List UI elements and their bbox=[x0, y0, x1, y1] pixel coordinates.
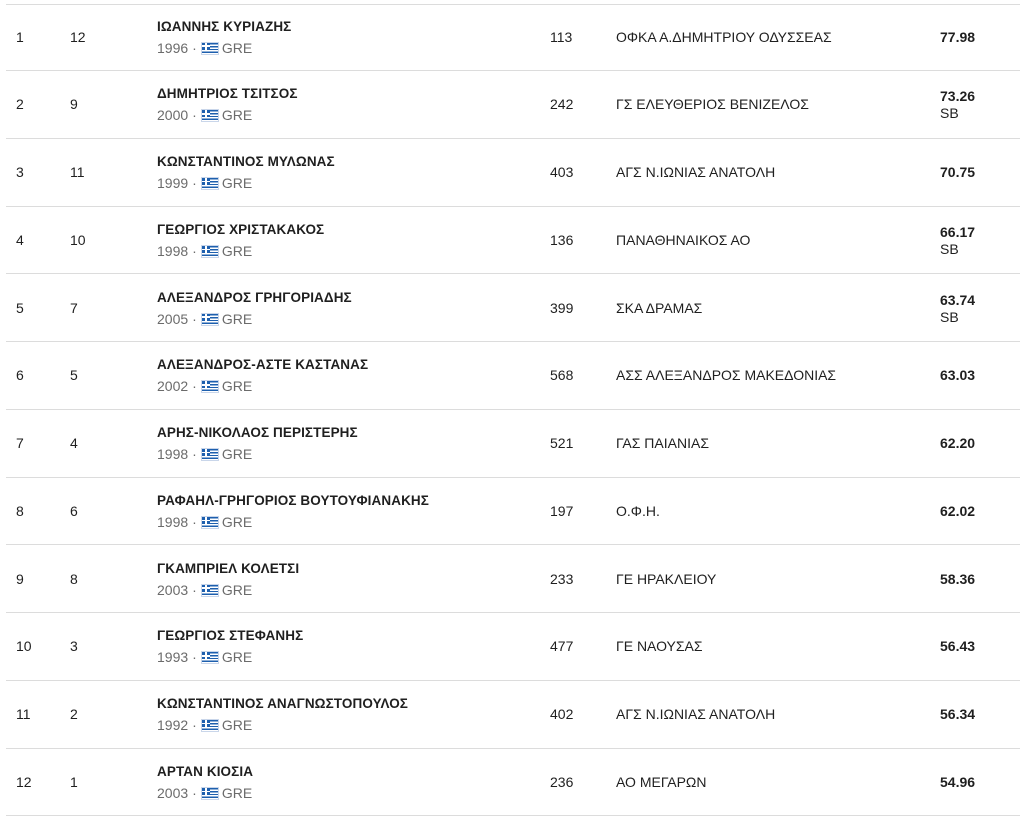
club-cell: ΑΟ ΜΕΓΑΡΩΝ bbox=[616, 773, 707, 790]
athlete-meta bbox=[157, 582, 252, 599]
country-code: GRE bbox=[221, 784, 253, 801]
lane-cell: 9 bbox=[70, 96, 78, 113]
club-cell: ΓΣ ΕΛΕΥΘΕΡΙΟΣ ΒΕΝΙΖΕΛΟΣ bbox=[616, 96, 809, 113]
result-cell bbox=[940, 614, 975, 680]
result-row[interactable] bbox=[6, 546, 1020, 613]
athlete-meta bbox=[157, 785, 252, 802]
country-code: GRE bbox=[221, 717, 253, 733]
greece-flag-icon bbox=[201, 245, 219, 258]
bib-cell: 113 bbox=[550, 28, 573, 45]
athlete-cell[interactable] bbox=[157, 4, 291, 70]
country-code: GRE bbox=[221, 175, 253, 191]
country-code: GRE bbox=[221, 39, 253, 56]
birth-year: 1998 bbox=[157, 242, 189, 259]
rank-cell: 4 bbox=[16, 231, 24, 248]
club-cell: ΑΣΣ ΑΛΕΞΑΝΔΡΟΣ ΜΑΚΕΔΟΝΙΑΣ bbox=[616, 367, 837, 384]
result-mark: 62.20 bbox=[940, 435, 976, 451]
greece-flag-icon bbox=[201, 42, 219, 55]
result-row[interactable] bbox=[6, 682, 1020, 749]
lane-cell: 3 bbox=[70, 638, 78, 655]
athlete-name[interactable]: ΑΡΗΣ-ΝΙΚΟΛΑΟΣ ΠΕΡΙΣΤΕΡΗΣ bbox=[157, 425, 358, 440]
bib-cell: 136 bbox=[550, 231, 574, 248]
birth-year: 2000 bbox=[157, 107, 189, 124]
athlete-cell[interactable] bbox=[157, 546, 299, 612]
country-code: GRE bbox=[221, 513, 253, 530]
result-mark: 63.74 bbox=[940, 291, 976, 308]
bib-cell: 399 bbox=[550, 299, 574, 316]
result-cell bbox=[940, 546, 975, 612]
result-row[interactable] bbox=[6, 140, 1020, 207]
athlete-name[interactable]: ΓΕΩΡΓΙΟΣ ΣΤΕΦΑΝΗΣ bbox=[157, 628, 304, 644]
result-cell bbox=[940, 478, 975, 544]
result-note: SB bbox=[940, 105, 959, 122]
rank-cell: 8 bbox=[16, 502, 24, 519]
result-cell bbox=[940, 207, 975, 273]
result-mark: 70.75 bbox=[940, 164, 976, 180]
result-cell bbox=[940, 4, 975, 70]
greece-flag-icon bbox=[201, 380, 219, 393]
greece-flag-icon bbox=[201, 109, 219, 122]
rank-cell: 11 bbox=[16, 706, 31, 722]
result-mark: 63.03 bbox=[940, 367, 976, 384]
meta-separator: · bbox=[192, 581, 197, 598]
bib-cell: 402 bbox=[550, 706, 574, 722]
athlete-meta bbox=[157, 175, 252, 192]
country-code: GRE bbox=[221, 107, 253, 124]
meta-separator: · bbox=[192, 378, 197, 395]
greece-flag-icon bbox=[201, 313, 219, 326]
meta-separator: · bbox=[192, 513, 197, 530]
meta-separator: · bbox=[192, 39, 197, 56]
result-mark: 73.26 bbox=[940, 88, 976, 105]
athlete-meta bbox=[157, 446, 252, 463]
bib-cell: 197 bbox=[550, 502, 574, 519]
meta-separator: · bbox=[192, 310, 197, 327]
athlete-cell[interactable] bbox=[157, 478, 429, 544]
lane-cell: 5 bbox=[70, 367, 78, 384]
club-cell: ΑΓΣ Ν.ΙΩΝΙΑΣ ΑΝΑΤΟΛΗ bbox=[616, 706, 776, 722]
result-row[interactable] bbox=[6, 275, 1020, 342]
bib-cell: 568 bbox=[550, 367, 574, 384]
birth-year: 1999 bbox=[157, 175, 189, 191]
result-mark: 62.02 bbox=[940, 502, 976, 519]
club-cell: ΟΦΚΑ Α.ΔΗΜΗΤΡΙΟΥ ΟΔΥΣΣΕΑΣ bbox=[616, 28, 832, 45]
rank-cell: 12 bbox=[16, 773, 32, 790]
birth-year: 2003 bbox=[157, 784, 189, 801]
athlete-name[interactable]: ΑΛΕΞΑΝΔΡΟΣ-ΑΣΤΕ ΚΑΣΤΑΝΑΣ bbox=[157, 357, 369, 373]
rank-cell: 3 bbox=[16, 164, 24, 180]
athlete-name[interactable]: ΑΡΤΑΝ ΚΙΟΣΙΑ bbox=[157, 763, 254, 779]
athlete-cell[interactable] bbox=[157, 411, 358, 477]
result-cell bbox=[940, 682, 975, 748]
bib-cell: 403 bbox=[550, 164, 574, 180]
rank-cell: 9 bbox=[16, 570, 24, 587]
result-cell bbox=[940, 140, 975, 206]
lane-cell: 7 bbox=[70, 299, 78, 316]
club-cell: ΓΕ ΝΑΟΥΣΑΣ bbox=[616, 638, 703, 655]
athlete-meta bbox=[157, 649, 252, 666]
result-row[interactable] bbox=[6, 478, 1020, 545]
athlete-cell[interactable] bbox=[157, 72, 298, 138]
meta-separator: · bbox=[192, 446, 197, 462]
result-mark: 66.17 bbox=[940, 223, 976, 240]
athlete-meta bbox=[157, 107, 252, 124]
athlete-name[interactable]: ΓΕΩΡΓΙΟΣ ΧΡΙΣΤΑΚΑΚΟΣ bbox=[157, 221, 325, 237]
result-row[interactable] bbox=[6, 72, 1020, 139]
result-cell bbox=[940, 275, 975, 341]
greece-flag-icon bbox=[201, 177, 219, 190]
result-row[interactable] bbox=[6, 207, 1020, 274]
athlete-name[interactable]: ΚΩΝΣΤΑΝΤΙΝΟΣ ΜΥΛΩΝΑΣ bbox=[157, 154, 335, 169]
lane-cell: 11 bbox=[70, 164, 85, 180]
athlete-meta bbox=[157, 717, 252, 734]
meta-separator: · bbox=[192, 717, 197, 733]
bib-cell: 242 bbox=[550, 96, 574, 113]
athlete-name[interactable]: ΙΩΑΝΝΗΣ ΚΥΡΙΑΖΗΣ bbox=[157, 18, 292, 34]
athlete-name[interactable]: ΚΩΝΣΤΑΝΤΙΝΟΣ ΑΝΑΓΝΩΣΤΟΠΟΥΛΟΣ bbox=[157, 696, 409, 711]
birth-year: 2005 bbox=[157, 310, 189, 327]
club-cell: ΣΚΑ ΔΡΑΜΑΣ bbox=[616, 299, 703, 316]
bib-cell: 521 bbox=[550, 435, 574, 451]
country-code: GRE bbox=[221, 649, 253, 666]
bib-cell: 477 bbox=[550, 638, 574, 655]
rank-cell: 10 bbox=[16, 638, 32, 655]
result-mark: 56.34 bbox=[940, 706, 976, 722]
greece-flag-icon bbox=[201, 584, 219, 597]
birth-year: 2002 bbox=[157, 378, 189, 395]
lane-cell: 2 bbox=[70, 706, 78, 722]
birth-year: 1998 bbox=[157, 513, 189, 530]
birth-year: 1998 bbox=[157, 446, 189, 462]
result-cell bbox=[940, 749, 975, 815]
rank-cell: 2 bbox=[16, 96, 24, 113]
lane-cell: 1 bbox=[70, 773, 78, 790]
lane-cell: 12 bbox=[70, 28, 86, 45]
greece-flag-icon bbox=[201, 448, 219, 461]
athlete-meta bbox=[157, 243, 252, 260]
athlete-name[interactable]: ΑΛΕΞΑΝΔΡΟΣ ΓΡΗΓΟΡΙΑΔΗΣ bbox=[157, 289, 352, 305]
lane-cell: 4 bbox=[70, 435, 78, 451]
greece-flag-icon bbox=[201, 719, 219, 732]
result-cell bbox=[940, 411, 975, 477]
result-row[interactable] bbox=[6, 343, 1020, 410]
lane-cell: 6 bbox=[70, 502, 78, 519]
country-code: GRE bbox=[221, 446, 253, 462]
result-row[interactable] bbox=[6, 4, 1020, 71]
rank-cell: 7 bbox=[16, 435, 24, 451]
athlete-meta bbox=[157, 311, 252, 328]
result-row[interactable] bbox=[6, 411, 1020, 478]
meta-separator: · bbox=[192, 242, 197, 259]
result-row[interactable] bbox=[6, 749, 1020, 816]
rank-cell: 1 bbox=[16, 28, 24, 45]
lane-cell: 10 bbox=[70, 231, 86, 248]
athlete-cell[interactable] bbox=[157, 682, 408, 748]
birth-year: 2003 bbox=[157, 581, 189, 598]
birth-year: 1996 bbox=[157, 39, 189, 56]
athlete-cell[interactable] bbox=[157, 140, 335, 206]
country-code: GRE bbox=[221, 310, 253, 327]
birth-year: 1992 bbox=[157, 717, 189, 733]
club-cell: ΓΑΣ ΠΑΙΑΝΙΑΣ bbox=[616, 435, 709, 451]
lane-cell: 8 bbox=[70, 570, 78, 587]
athlete-name[interactable]: ΓΚΑΜΠΡΙΕΛ ΚΟΛΕΤΣΙ bbox=[157, 560, 300, 576]
country-code: GRE bbox=[221, 242, 253, 259]
result-mark: 58.36 bbox=[940, 570, 976, 587]
result-note: SB bbox=[940, 240, 959, 257]
athlete-cell[interactable] bbox=[157, 275, 352, 341]
meta-separator: · bbox=[192, 649, 197, 666]
greece-flag-icon bbox=[201, 651, 219, 664]
result-mark: 77.98 bbox=[940, 28, 976, 45]
greece-flag-icon bbox=[201, 787, 219, 800]
result-row[interactable] bbox=[6, 614, 1020, 681]
rank-cell: 5 bbox=[16, 299, 24, 316]
result-note: SB bbox=[940, 308, 959, 325]
athlete-cell[interactable] bbox=[157, 207, 324, 273]
meta-separator: · bbox=[192, 107, 197, 124]
athlete-cell[interactable] bbox=[157, 343, 368, 409]
athlete-meta bbox=[157, 40, 252, 57]
athlete-cell[interactable] bbox=[157, 614, 303, 680]
result-cell bbox=[940, 343, 975, 409]
greece-flag-icon bbox=[201, 516, 219, 529]
bib-cell: 236 bbox=[550, 773, 574, 790]
rank-cell: 6 bbox=[16, 367, 24, 384]
athlete-name[interactable]: ΡΑΦΑΗΛ-ΓΡΗΓΟΡΙΟΣ ΒΟΥΤΟΥΦΙΑΝΑΚΗΣ bbox=[157, 492, 429, 508]
result-mark: 56.43 bbox=[940, 638, 976, 655]
meta-separator: · bbox=[192, 784, 197, 801]
country-code: GRE bbox=[221, 581, 253, 598]
athlete-name[interactable]: ΔΗΜΗΤΡΙΟΣ ΤΣΙΤΣΟΣ bbox=[157, 86, 298, 102]
club-cell: ΠΑΝΑΘΗΝΑΙΚΟΣ ΑΟ bbox=[616, 231, 751, 248]
club-cell: ΑΓΣ Ν.ΙΩΝΙΑΣ ΑΝΑΤΟΛΗ bbox=[616, 164, 776, 180]
meta-separator: · bbox=[192, 175, 197, 191]
result-mark: 54.96 bbox=[940, 773, 976, 790]
club-cell: ΓΕ ΗΡΑΚΛΕΙΟΥ bbox=[616, 570, 717, 587]
country-code: GRE bbox=[221, 378, 253, 395]
club-cell: Ο.Φ.Η. bbox=[616, 502, 660, 519]
birth-year: 1993 bbox=[157, 649, 189, 666]
athlete-cell[interactable] bbox=[157, 749, 253, 815]
athlete-meta bbox=[157, 378, 252, 395]
result-cell bbox=[940, 72, 975, 138]
athlete-meta bbox=[157, 514, 252, 531]
bib-cell: 233 bbox=[550, 570, 574, 587]
